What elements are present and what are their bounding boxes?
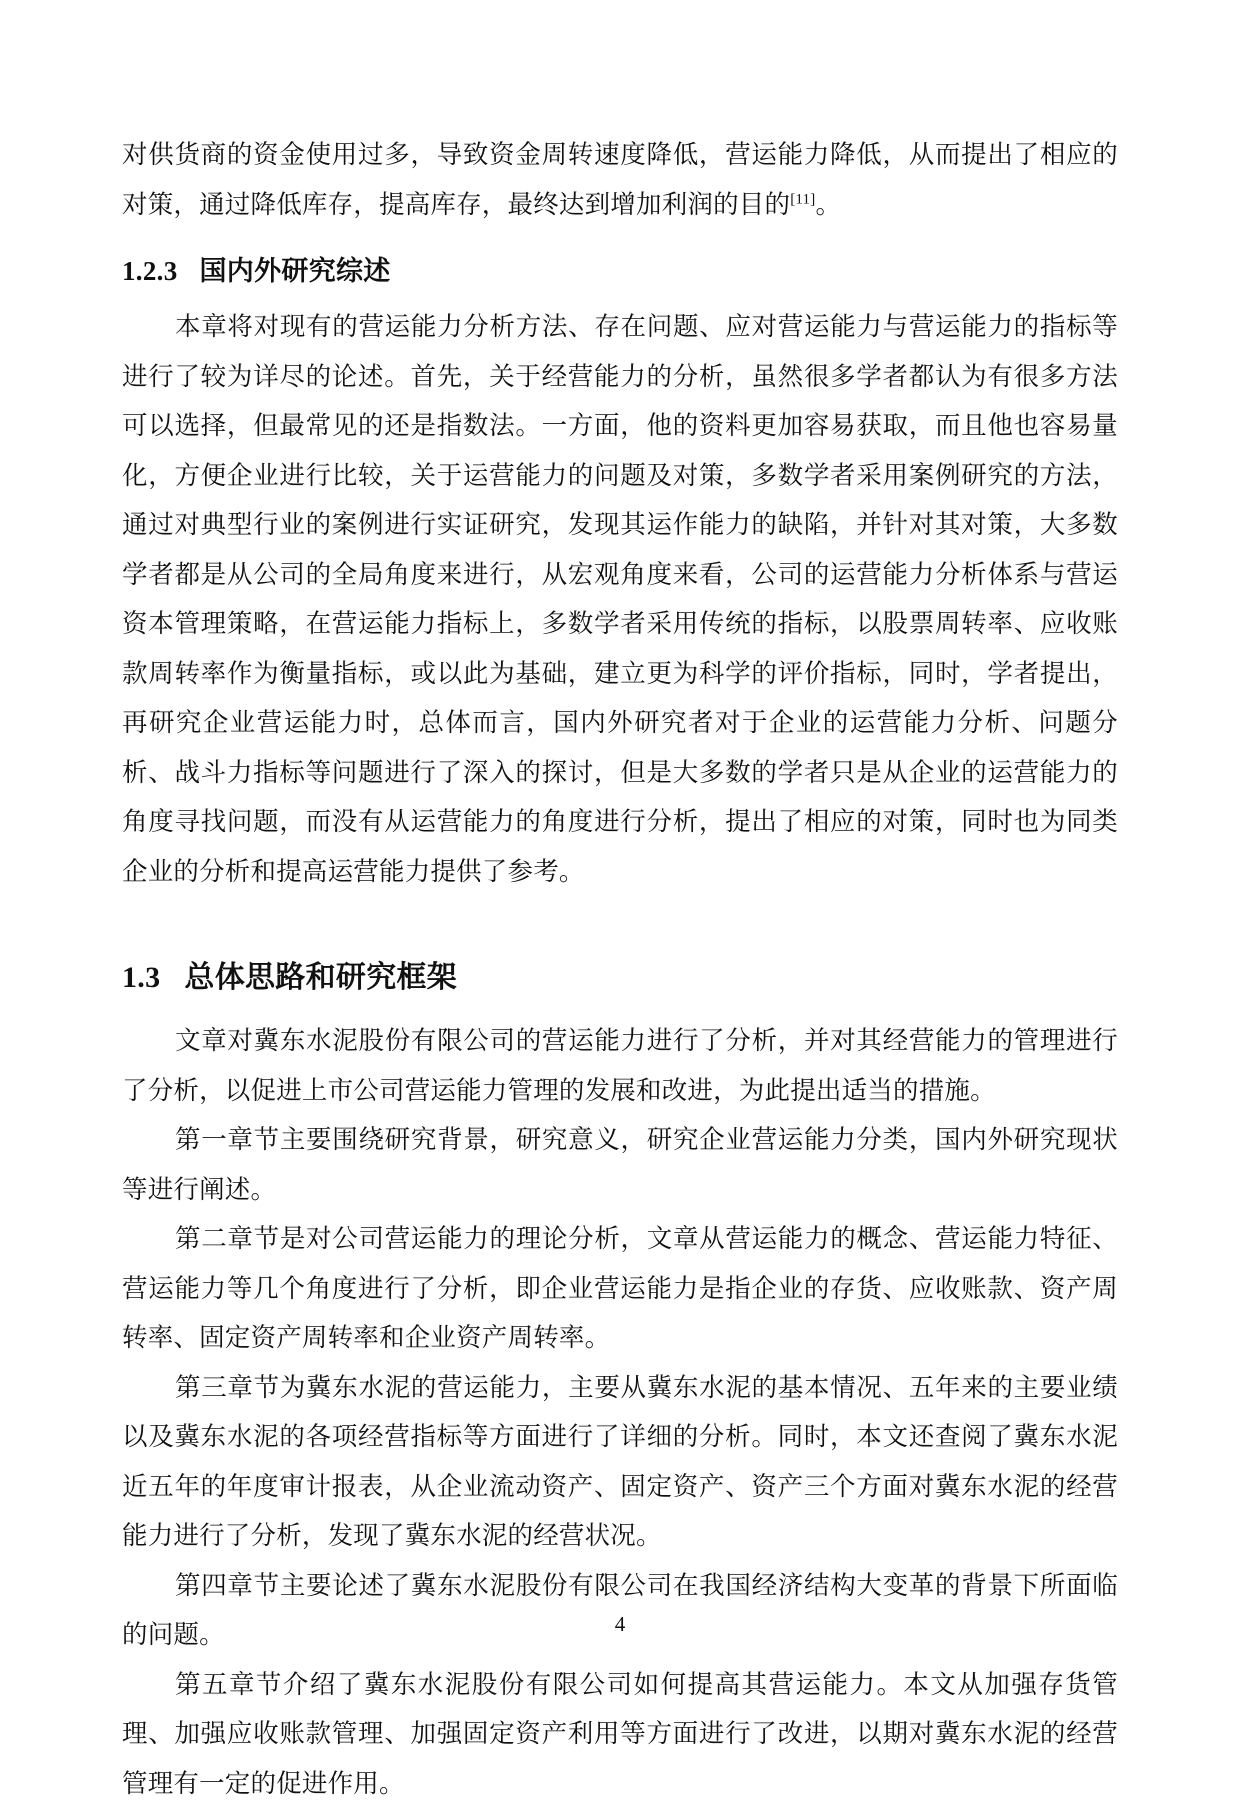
page-body xyxy=(122,130,1118,1808)
paragraph-overview: 文章对冀东水泥股份有限公司的营运能力进行了分析，并对其经营能力的管理进行了分析，以促进上市公司营运能力管理的发展和改进，为此提出适当的措施。 xyxy=(122,1016,1118,1115)
heading-1-3 xyxy=(122,952,1118,1004)
paragraph-literature-review: 本章将对现有的营运能力分析方法、存在问题、应对营运能力与营运能力的指标等进行了较为详尽的论述。首先，关于经营能力的分析，虽然很多学者都认为有很多方法可以选择，但最常见的还是指数法。一方面，他的资料更加容易获取，而且他也容易量化，方便企业进行比较，关于运营能力的问题及对策，多数学者采用案例研究的方法，通过对典型行业的案例进行实证研究，发现其运作能力的缺陷，并针对其对策，大多数学者都是从公司的全局角度来进行，从宏观角度来看，公司的运营能力分析体系与营运资本管理策略，在营运能力指标上，多数学者采用传统的指标，以股票周转率、应收账款周转率作为衡量指标，或以此为基础，建立更为科学的评价指标，同时，学者提出，再研究企业营运能力时，总体而言，国内外研究者对于企业的运营能力分析、问题分析、战斗力指标等问题进行了深入的探讨，但是大多数的学者只是从企业的运营能力的角度寻找问题，而没有从运营能力的角度进行分析，提出了相应的对策，同时也为同类企业的分析和提高运营能力提供了参考。 xyxy=(122,302,1118,896)
spacer xyxy=(122,229,1118,247)
paragraph-continuation xyxy=(122,130,1118,229)
spacer xyxy=(122,896,1118,952)
paragraph-chapter-1: 第一章节主要围绕研究背景，研究意义，研究企业营运能力分类，国内外研究现状等进行阐述。 xyxy=(122,1115,1118,1214)
paragraph-continuation-tail: 。 xyxy=(815,190,841,219)
paragraph-chapter-4: 第四章节主要论述了冀东水泥股份有限公司在我国经济结构大变革的背景下所面临的问题。 xyxy=(122,1561,1118,1660)
heading-1-3-title: 总体思路和研究框架 xyxy=(184,961,457,994)
citation-marker: [11] xyxy=(790,191,815,207)
page-number: 4 xyxy=(0,1612,1240,1637)
paragraph-continuation-text: 对供货商的资金使用过多，导致资金周转速度降低，营运能力降低，从而提出了相应的对策，通过降低库存，提高库存，最终达到增加利润的目的 xyxy=(122,140,1118,219)
heading-1-2-3-title: 国内外研究综述 xyxy=(200,256,391,286)
heading-1-2-3-number: 1.2.3 xyxy=(122,256,178,286)
heading-1-3-number: 1.3 xyxy=(122,961,160,994)
paragraph-chapter-5: 第五章节介绍了冀东水泥股份有限公司如何提高其营运能力。本文从加强存货管理、加强应收账款管理、加强固定资产利用等方面进行了改进，以期对冀东水泥的经营管理有一定的促进作用。 xyxy=(122,1660,1118,1808)
paragraph-chapter-2: 第二章节是对公司营运能力的理论分析，文章从营运能力的概念、营运能力特征、营运能力等几个角度进行了分析，即企业营运能力是指企业的存货、应收账款、资产周转率、固定资产周转率和企业资产周转率。 xyxy=(122,1214,1118,1363)
heading-1-2-3 xyxy=(122,247,1118,296)
spacer xyxy=(122,1004,1118,1016)
paragraph-chapter-3: 第三章节为冀东水泥的营运能力，主要从冀东水泥的基本情况、五年来的主要业绩以及冀东水泥的各项经营指标等方面进行了详细的分析。同时，本文还查阅了冀东水泥近五年的年度审计报表，从企业流动资产、固定资产、资产三个方面对冀东水泥的经营能力进行了分析，发现了冀东水泥的经营状况。 xyxy=(122,1363,1118,1561)
